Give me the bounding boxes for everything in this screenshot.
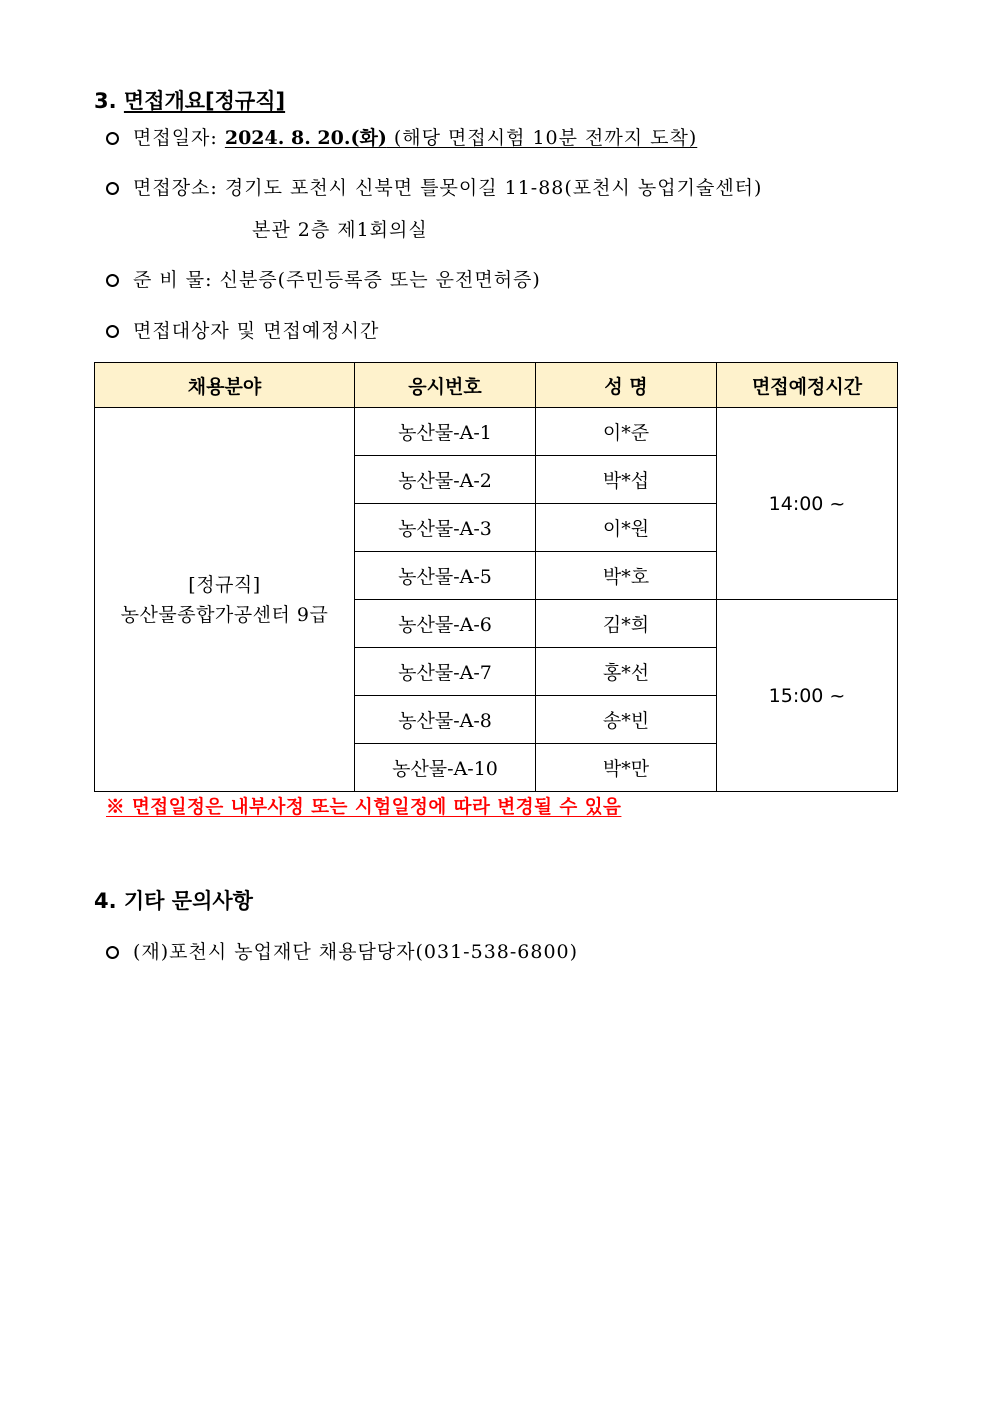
table-header-row xyxy=(95,363,898,408)
candidates-title: 면접대상자 및 면접예정시간 xyxy=(133,320,380,342)
table-row xyxy=(95,408,898,456)
applicant-name: 이*준 xyxy=(536,408,717,456)
header-name: 성 명 xyxy=(536,363,717,408)
section-3-title: 면접개요[정규직] xyxy=(123,89,286,113)
time-slot-2: 15:00 ~ xyxy=(717,600,898,792)
applicant-number: 농산물-A-6 xyxy=(355,600,536,648)
applicant-number: 농산물-A-8 xyxy=(355,696,536,744)
recruitment-field-cell xyxy=(95,408,355,792)
field-line1: [정규직] xyxy=(188,573,261,596)
section-3-heading xyxy=(94,88,285,114)
interview-location-line2: 본관 2층 제1회의실 xyxy=(252,219,428,241)
header-number: 응시번호 xyxy=(355,363,536,408)
applicant-name: 김*희 xyxy=(536,600,717,648)
contact-info: (재)포천시 농업재단 채용담당자(031-538-6800) xyxy=(133,941,579,963)
applicant-number: 농산물-A-7 xyxy=(355,648,536,696)
applicant-number: 농산물-A-1 xyxy=(355,408,536,456)
header-field: 채용분야 xyxy=(95,363,355,408)
applicant-name: 박*호 xyxy=(536,552,717,600)
circle-bullet-icon xyxy=(106,325,119,338)
applicant-number: 농산물-A-10 xyxy=(355,744,536,792)
items-value: 신분증(주민등록증 또는 운전면허증) xyxy=(219,269,541,291)
interview-location-row xyxy=(106,175,762,201)
interview-location-label: 면접장소: xyxy=(133,177,225,199)
interview-date-note: (해당 면접시험 10분 전까지 도착) xyxy=(386,127,698,149)
circle-bullet-icon xyxy=(106,132,119,145)
applicant-number: 농산물-A-5 xyxy=(355,552,536,600)
applicant-name: 박*만 xyxy=(536,744,717,792)
circle-bullet-icon xyxy=(106,946,119,959)
applicant-number: 농산물-A-3 xyxy=(355,504,536,552)
section-4-heading: 4. 기타 문의사항 xyxy=(94,889,253,913)
circle-bullet-icon xyxy=(106,182,119,195)
interview-location-line1: 경기도 포천시 신북면 틀못이길 11-88(포천시 농업기술센터) xyxy=(224,177,763,199)
candidates-row xyxy=(106,318,379,344)
contact-row xyxy=(106,939,578,965)
applicant-name: 송*빈 xyxy=(536,696,717,744)
applicant-name: 홍*선 xyxy=(536,648,717,696)
items-label: 준 비 물: xyxy=(133,269,220,291)
items-row xyxy=(106,267,541,293)
applicant-number: 농산물-A-2 xyxy=(355,456,536,504)
schedule-change-notice: ※ 면접일정은 내부사정 또는 시험일정에 따라 변경될 수 있음 xyxy=(106,797,622,818)
interview-schedule-table xyxy=(94,362,898,792)
section-3-number: 3. xyxy=(94,89,124,113)
header-time: 면접예정시간 xyxy=(717,363,898,408)
interview-date-value: 2024. 8. 20.(화) xyxy=(224,127,387,149)
field-line2: 농산물종합가공센터 9급 xyxy=(120,603,329,626)
applicant-name: 박*섭 xyxy=(536,456,717,504)
interview-date-row xyxy=(106,125,697,151)
circle-bullet-icon xyxy=(106,274,119,287)
applicant-name: 이*원 xyxy=(536,504,717,552)
interview-date-label: 면접일자: xyxy=(133,127,225,149)
time-slot-1: 14:00 ~ xyxy=(717,408,898,600)
